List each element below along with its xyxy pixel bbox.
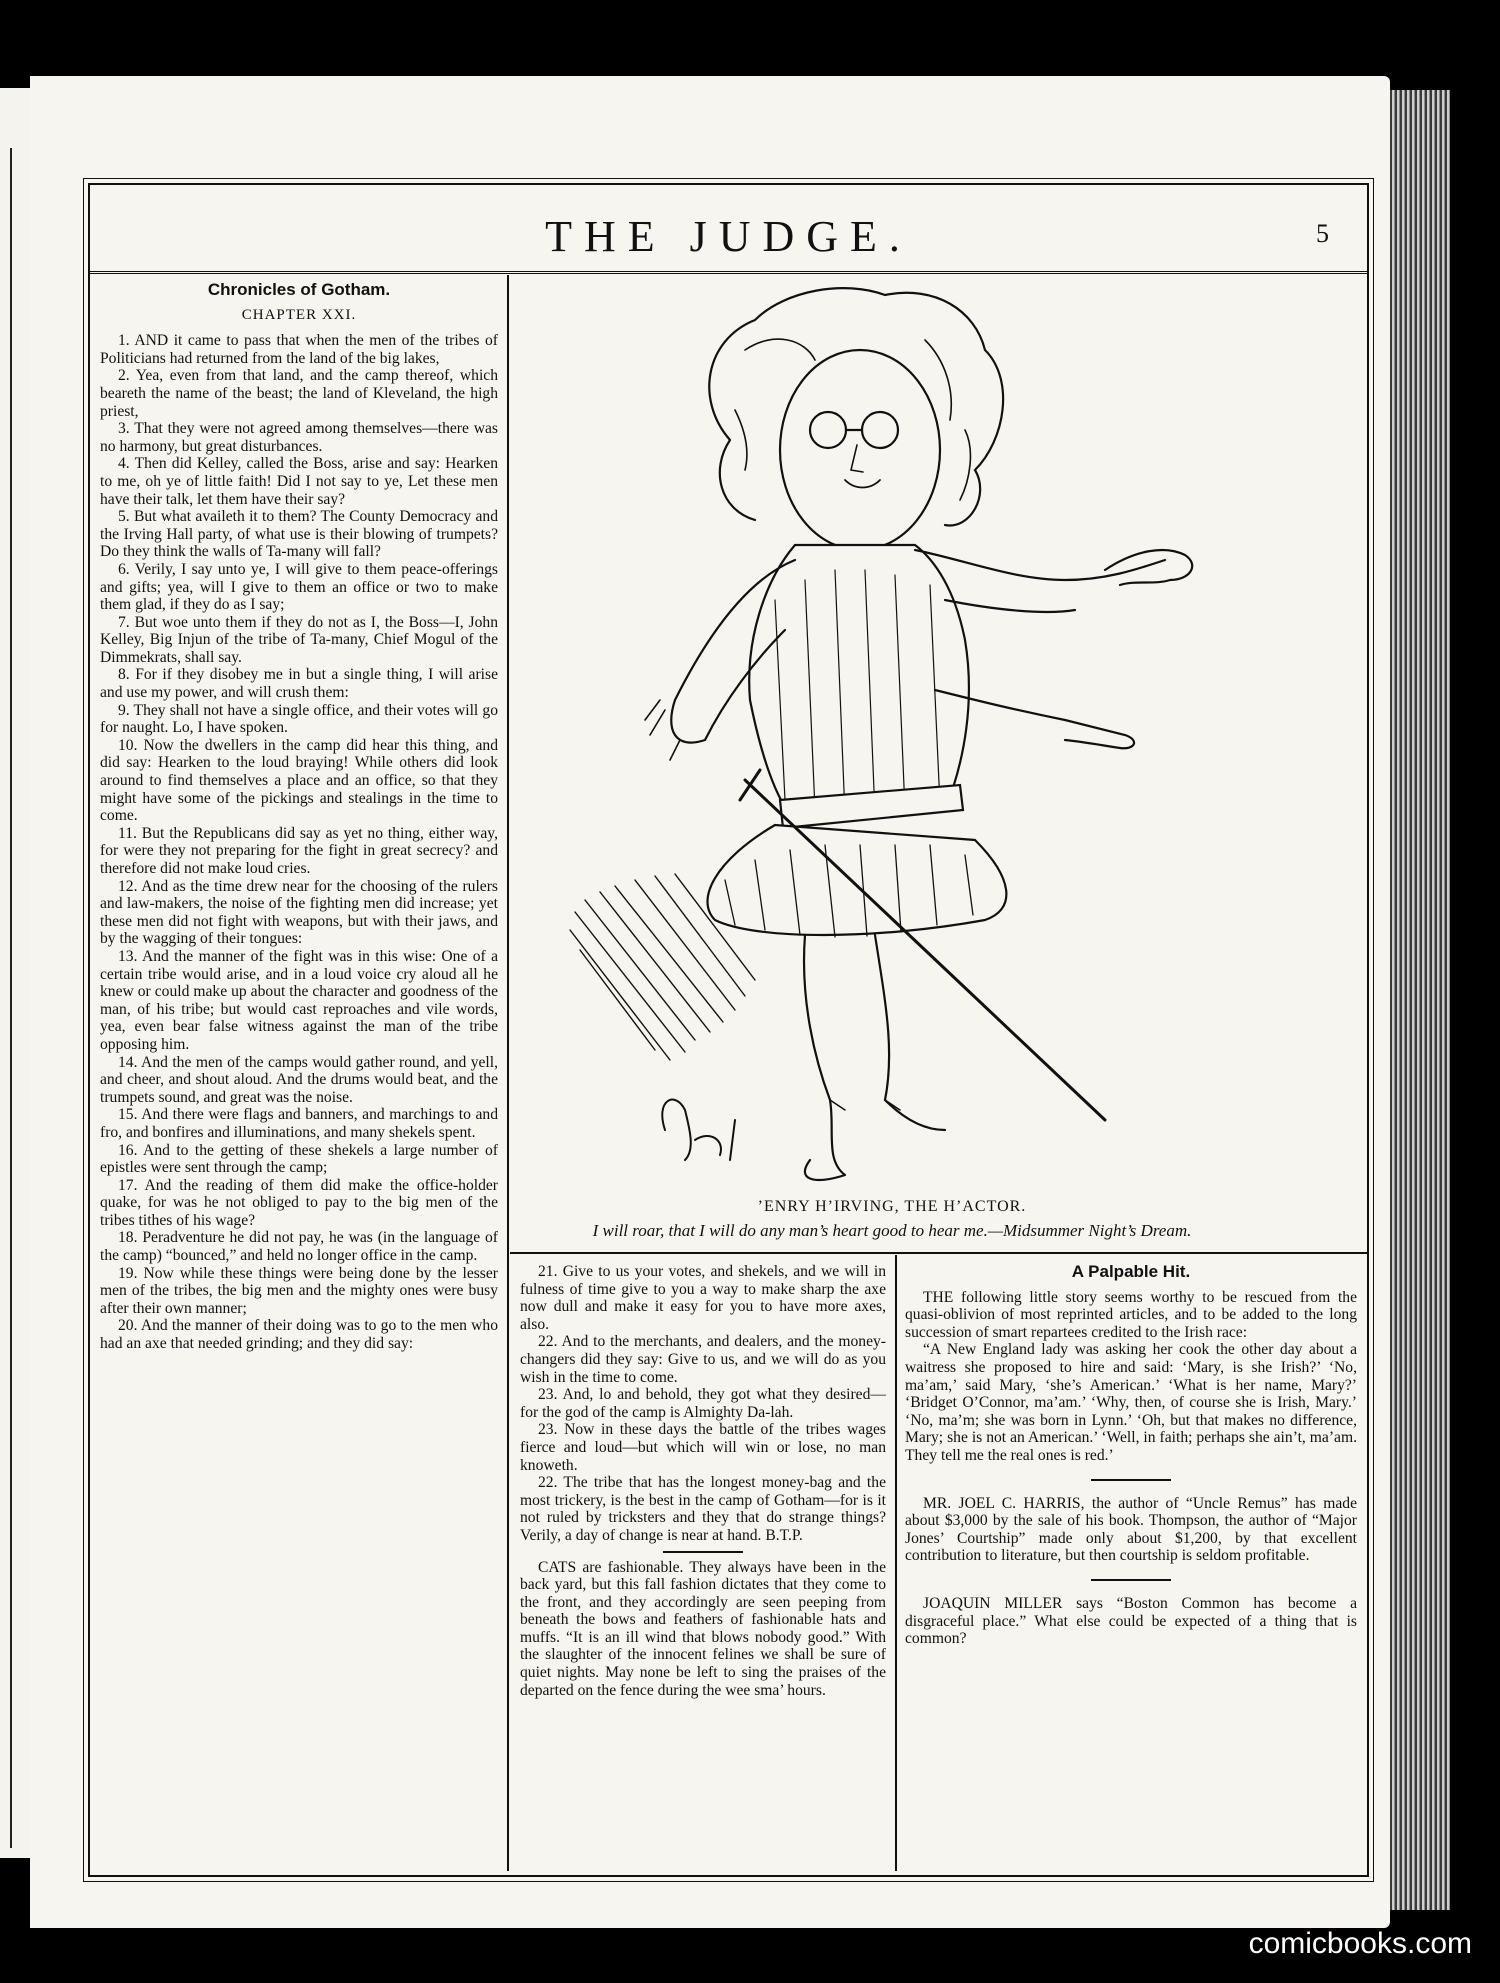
sword bbox=[745, 780, 1105, 1120]
palpable-hit-title: A Palpable Hit. bbox=[1071, 1262, 1191, 1281]
chronicles-paragraph: 17. And the reading of them did make the office-holder quake, for was he not obliged to pay to the big men of the tribes tithes of his wage? bbox=[100, 1176, 498, 1229]
chronicles-paragraph: 23. Now in these days the battle of the tribes wages fierce and loud—but which will win or lose, no man knoweth. bbox=[520, 1421, 886, 1474]
page-number: 5 bbox=[1316, 219, 1329, 248]
left-column-rule bbox=[507, 275, 509, 1871]
section-divider bbox=[1091, 1479, 1171, 1481]
chronicles-paragraph: 4. Then did Kelley, called the Boss, arise and say: Hearken to me, oh ye of little faith! Did I not say to ye, Let these men have their talk, let them have their say? bbox=[100, 455, 498, 508]
caricature-illustration bbox=[545, 280, 1245, 1190]
chronicles-paragraph: 20. And the manner of their doing was to go to the men who had an axe that needed grinding; and they did say: bbox=[100, 1317, 498, 1353]
section-divider bbox=[1091, 1579, 1171, 1581]
legs bbox=[804, 935, 945, 1180]
chronicles-paragraph: 18. Peradventure he did not pay, he was (in the language of the camp) “bounced,” and held no longer office in the camp. bbox=[100, 1229, 498, 1265]
chronicles-paragraph: 10. Now the dwellers in the camp did hear this thing, and did say: Hearken to the loud braying! While others did look around to find themselves a place and an office, so that they might have some of the pickings and stealings in the time to come. bbox=[100, 736, 498, 825]
chapter-heading: CHAPTER XXI. bbox=[241, 306, 357, 323]
chronicles-paragraph: 2. Yea, even from that land, and the camp thereof, which beareth the name of the beast; the land of Kleveland, the high priest, bbox=[100, 367, 498, 420]
book-page-edges bbox=[1390, 90, 1450, 1910]
chronicles-paragraph: 19. Now while these things were being done by the lesser men of the tribes, the big men and the mighty ones were busy after their own manner; bbox=[100, 1264, 498, 1317]
chronicles-paragraph: 13. And the manner of the fight was in this wise: One of a certain tribe would arise, and in a loud voice cry aloud all he knew or could make up about the character and goodness of the man, of his tribe; but would cast reproaches and vile words, yea, even bear false witness against the man of the tribe opposing him. bbox=[100, 947, 498, 1053]
chronicles-paragraph: 3. That they were not agreed among themselves—there was no harmony, but great disturbances. bbox=[100, 420, 498, 455]
harris-paragraph: MR. JOEL C. HARRIS, the author of “Uncle Remus” has made about $3,000 by the sale of his book. Thompson, the author of “Major Jones’ Courtship” made only about $1,200, by that excellent contribution to literature, but then courtship is seldom profitable. bbox=[905, 1494, 1357, 1565]
chronicles-column bbox=[100, 281, 498, 1353]
chronicles-paragraph: 21. Give to us your votes, and shekels, and we will in fulness of time give to you a way to make sharp the axe now dull and make it easy for you to have more axes, also. bbox=[520, 1263, 886, 1333]
face bbox=[780, 350, 940, 550]
illustration-caption-quote: I will roar, that I will do any man’s heart good to hear me.—Midsummer Night’s Dream. bbox=[592, 1221, 1192, 1240]
chronicles-title: Chronicles of Gotham. bbox=[207, 280, 391, 299]
chronicles-paragraph: 11. But the Republicans did say as yet no thing, either way, for were they not preparing for the fight in great secrecy? and therefore did not make loud cries. bbox=[100, 824, 498, 877]
masthead: THE JUDGE. bbox=[545, 212, 912, 261]
left-page-edge bbox=[0, 88, 30, 1858]
left-page-rule bbox=[10, 148, 12, 1848]
chronicles-paragraph: 16. And to the getting of these shekels a large number of epistles were sent through the camp; bbox=[100, 1141, 498, 1177]
palpable-hit-column bbox=[905, 1263, 1357, 1648]
right-hand bbox=[1105, 550, 1192, 585]
page-header bbox=[90, 185, 1367, 274]
illustration-bottom-rule bbox=[510, 1252, 1367, 1254]
section-divider bbox=[663, 1551, 743, 1553]
trunk-hose bbox=[708, 825, 1007, 935]
palpable-paragraph: THE following little story seems worthy to be rescued from the quasi-oblivion of most reprinted articles, and to be added to the long succession of smart repartees credited to the Irish race: bbox=[905, 1288, 1357, 1341]
chronicles-paragraph: 1. AND it came to pass that when the men of the tribes of Politicians had returned from the land of the big lakes, bbox=[100, 332, 498, 367]
right-column-rule bbox=[895, 1255, 897, 1871]
chronicles-paragraph: 9. They shall not have a single office, and their votes will go for naught. Lo, I have spoken. bbox=[100, 701, 498, 737]
palpable-paragraph: “A New England lady was asking her cook the other day about a waitress she proposed to hire and said: ‘Mary, is she Irish?’ ‘No, ma’am,’ said Mary, ‘she’s American.’ ‘What is her name, Mary?’ ‘Bridget O’Connor, ma’am.’ ‘Why, then, of course she is Irish, Mary.’ ‘No, ma’m; she was born in Lynn.’ ‘Oh, but that makes no difference, Mary; she is not an American.’ ‘Well, in faith; perhaps she ain’t, ma’am. They tell me the real ones is red.’ bbox=[905, 1341, 1357, 1464]
illustration-caption-title: ’ENRY H’IRVING, THE H’ACTOR. bbox=[757, 1198, 1027, 1215]
chronicles-paragraph: 14. And the men of the camps would gather round, and yell, and cheer, and shout aloud. And the drums would beat, and the trumpets sound, and great was the noise. bbox=[100, 1053, 498, 1106]
cats-paragraph: CATS are fashionable. They always have been in the back yard, but this fall fashion dictates that they come to the front, and they accordingly are seen peeping from beneath the bows and feathers of fashionable hats and muffs. “It is an ill wind that blows nobody good.” With the slaughter of the innocent felines we shall be sure of quiet nights. May none be left to sing the praises of the departed on the fence during the wee sma’ hours. bbox=[520, 1558, 886, 1699]
chronicles-paragraph: 22. And to the merchants, and dealers, and the money-changers did they say: Give to us, and we will do as you wish in the time to come. bbox=[520, 1333, 886, 1386]
chronicles-paragraph: 6. Verily, I say unto ye, I will give to them peace-offerings and gifts; yea, will I give to them an office or two to make them glad, if they do as I say; bbox=[100, 560, 498, 614]
miller-paragraph: JOAQUIN MILLER says “Boston Common has become a disgraceful place.” What else could be expected of a thing that is common? bbox=[905, 1594, 1357, 1648]
doublet bbox=[749, 545, 969, 820]
chronicles-paragraph: 5. But what availeth it to them? The County Democracy and the Irving Hall party, of what use is their blowing of trumpets? Do they think the walls of Ta-many will fall? bbox=[100, 508, 498, 561]
chronicles-paragraph: 8. For if they disobey me in but a single thing, I will arise and use my power, and will crush them: bbox=[100, 666, 498, 702]
page-frame bbox=[88, 183, 1369, 1877]
chronicles-paragraph: 12. And as the time drew near for the choosing of the rulers and law-makers, the noise of the fighting men did increase; yet these men did not fight with weapons, but with their jaws, and by the wagging of their tongues: bbox=[100, 877, 498, 948]
chronicles-paragraph: 23. And, lo and behold, they got what they desired—for the god of the camp is Almighty Da-lah. bbox=[520, 1386, 886, 1421]
chronicles-paragraph: 7. But woe unto them if they do not as I, the Boss—I, John Kelley, Big Injun of the tribe of Ta-many, Chief Mogul of the Dimmekrats, shall say. bbox=[100, 613, 498, 666]
chronicles-continued-column bbox=[520, 1263, 886, 1699]
chronicles-paragraph: 15. And there were flags and banners, and marchings to and fro, and bonfires and illuminations, and many shekels spent. bbox=[100, 1106, 498, 1141]
watermark: comicbooks.com bbox=[1248, 1927, 1472, 1960]
chronicles-paragraph: 22. The tribe that has the longest money-bag and the most trickery, is the best in the camp of Gotham—for is it not ruled by tricksters and they that do strange things? Verily, a day of change is near at hand. B.T.P. bbox=[520, 1474, 886, 1544]
